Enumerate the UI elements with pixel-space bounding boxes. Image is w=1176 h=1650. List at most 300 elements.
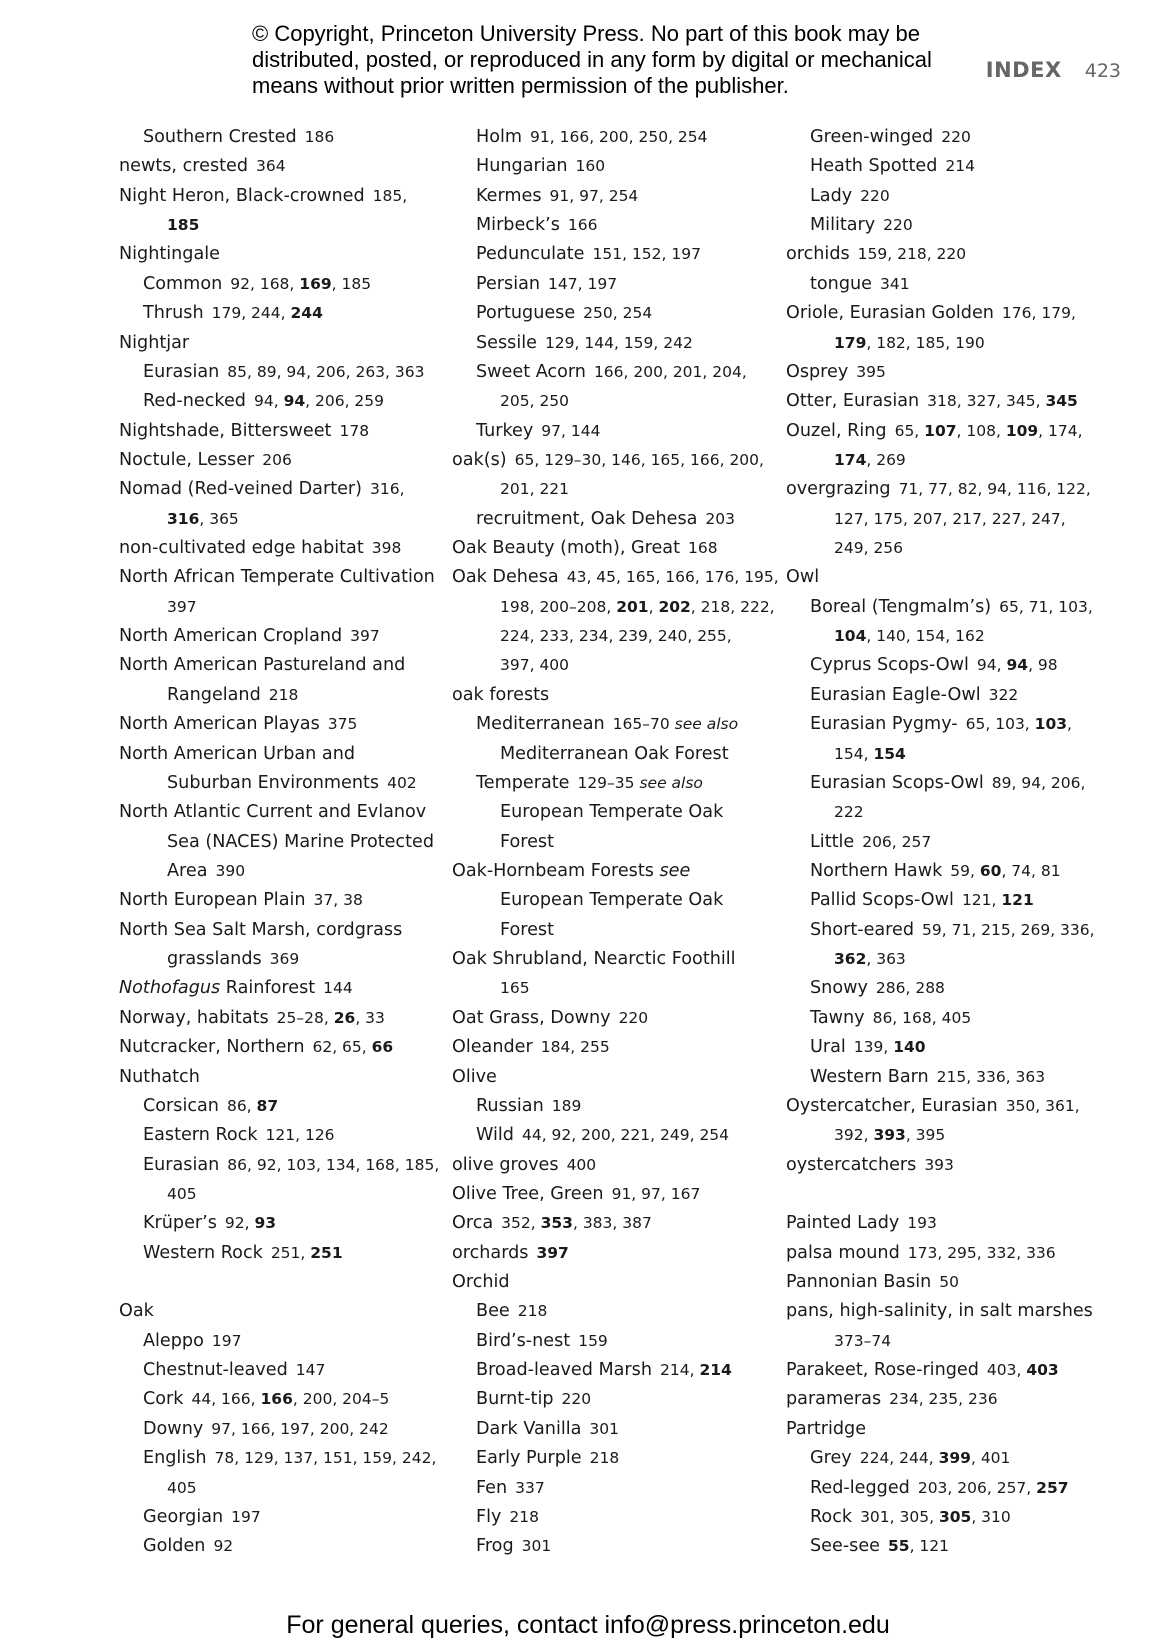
index-entry	[119, 1180, 439, 1209]
index-entry	[452, 1121, 772, 1150]
index-page-refs: 218	[589, 1449, 620, 1468]
index-term: Otter, Eurasian	[786, 391, 920, 412]
index-term: olive groves	[452, 1154, 559, 1175]
index-entry	[452, 798, 772, 827]
index-term: North African Temperate Cultivation	[119, 567, 435, 588]
index-term: tongue	[810, 273, 872, 294]
index-term: Painted Lady	[786, 1213, 900, 1234]
index-entry	[786, 505, 1106, 534]
index-page-refs: 405	[167, 1184, 197, 1203]
index-term: Temperate	[476, 772, 570, 793]
index-page-refs: 234, 235, 236	[889, 1390, 998, 1409]
index-page-refs: 43, 45, 165, 166, 176, 195,	[566, 568, 779, 587]
index-entry	[452, 563, 779, 592]
index-term: Noctule, Lesser	[119, 449, 255, 470]
index-term: Heath Spotted	[810, 156, 938, 177]
index-page-refs: 185	[167, 216, 200, 235]
index-term: Nuthatch	[119, 1066, 200, 1087]
index-entry	[452, 1004, 772, 1033]
index-page-refs: 91, 166, 200, 250, 254	[530, 128, 708, 146]
index-entry	[452, 857, 772, 886]
index-page-refs: 165	[500, 979, 530, 998]
index-entry	[119, 886, 439, 915]
index-entry	[119, 534, 439, 563]
index-entry	[119, 828, 439, 857]
index-page-refs: 362, 363	[834, 950, 906, 969]
index-entry	[452, 1209, 772, 1238]
index-entry	[786, 1063, 1106, 1092]
index-entry	[786, 710, 1106, 739]
index-term: Eurasian	[143, 1154, 220, 1175]
index-entry	[452, 1151, 772, 1180]
index-entry	[119, 240, 439, 269]
index-entry	[786, 1004, 1106, 1033]
page-number: 423	[1084, 60, 1121, 82]
index-entry	[119, 1121, 439, 1150]
index-entry	[452, 240, 772, 269]
index-page-refs: 369	[269, 950, 300, 969]
index-page-refs: 147	[295, 1361, 326, 1380]
index-page-refs: 206, 257	[862, 832, 932, 851]
index-term: Green-winged	[810, 127, 934, 147]
index-entry	[119, 651, 439, 680]
index-entry	[119, 1415, 439, 1444]
index-entry	[119, 1474, 439, 1503]
index-term: Bee	[476, 1301, 510, 1322]
index-entry	[452, 211, 772, 240]
index-page-refs: 92, 93	[224, 1214, 277, 1233]
index-entry	[786, 651, 1106, 680]
index-page-refs: 147, 197	[548, 274, 618, 293]
index-page-refs: 168	[688, 539, 718, 558]
index-entry	[119, 299, 439, 328]
index-term: Partridge	[786, 1418, 867, 1439]
index-term: Nomad (Red-veined Darter)	[119, 479, 363, 500]
index-term: Krüper’s	[143, 1213, 217, 1234]
index-entry	[452, 622, 772, 651]
index-entry	[119, 417, 439, 446]
index-page-refs: 65, 103, 103,	[965, 715, 1072, 734]
index-page-refs: 251, 251	[270, 1243, 343, 1262]
index-page-refs: 65, 71, 103,	[999, 597, 1093, 616]
index-entry	[786, 769, 1106, 798]
index-entry	[786, 475, 1106, 504]
index-entry	[786, 681, 1106, 710]
index-page-refs: 218	[268, 685, 299, 704]
index-entry	[452, 1532, 772, 1561]
index-page-refs: 203	[705, 509, 736, 528]
index-page-refs: 318, 327, 345, 345	[927, 392, 1078, 411]
index-entry	[786, 974, 1106, 1003]
index-entry	[786, 593, 1106, 622]
running-head-label: INDEX	[985, 58, 1062, 82]
index-term: North American Cropland	[119, 626, 343, 647]
index-entry	[786, 1327, 1106, 1356]
index-entry	[452, 1092, 772, 1121]
index-entry	[786, 1180, 1106, 1209]
index-term: parameras	[786, 1389, 882, 1410]
index-entry	[786, 299, 1106, 328]
copyright-notice	[252, 21, 972, 99]
index-term: Common	[143, 273, 223, 294]
index-entry	[786, 886, 1106, 915]
index-page-refs: 121, 121	[961, 891, 1034, 910]
index-term: Hungarian	[476, 156, 568, 177]
index-entry	[119, 563, 439, 592]
index-term: Portuguese	[476, 303, 576, 324]
index-page-refs: 397	[350, 627, 380, 646]
index-entry	[452, 1356, 772, 1385]
index-term: Little	[810, 831, 855, 852]
index-term: pans, high-salinity, in salt marshes	[786, 1301, 1093, 1322]
index-term: Orchid	[452, 1272, 510, 1293]
index-term: Pedunculate	[476, 244, 585, 265]
index-entry	[452, 1033, 772, 1062]
index-term: Kermes	[476, 185, 542, 206]
running-head	[986, 58, 1121, 82]
index-term: North European Plain	[119, 890, 306, 911]
index-entry	[119, 1268, 439, 1297]
index-term: Area	[167, 860, 208, 881]
index-term: palsa mound	[786, 1242, 900, 1263]
index-term: Grey	[810, 1448, 852, 1469]
index-entry	[119, 1385, 439, 1414]
index-entry	[452, 681, 772, 710]
index-term: Oat Grass, Downy	[452, 1007, 611, 1028]
index-page-refs: 301, 305, 305, 310	[860, 1507, 1011, 1526]
index-page-refs: 301	[589, 1419, 619, 1438]
index-entry	[119, 798, 439, 827]
index-page-refs: 397	[536, 1243, 569, 1262]
index-term: Burnt-tip	[476, 1389, 554, 1410]
index-term: Sea (NACES) Marine Protected	[167, 831, 434, 852]
index-entry	[119, 1063, 439, 1092]
index-page-refs: 159, 218, 220	[857, 245, 967, 264]
index-entry	[786, 182, 1106, 211]
index-term: Lady	[810, 185, 853, 206]
index-term: Oak	[119, 1301, 154, 1322]
index-entry	[119, 182, 439, 211]
index-term: Golden	[143, 1536, 206, 1557]
index-page-refs: 127, 175, 207, 217, 227, 247,	[834, 509, 1066, 528]
index-entry	[452, 1385, 772, 1414]
index-entry	[786, 387, 1106, 416]
index-term: Chestnut-leaved	[143, 1360, 288, 1381]
index-page-refs: 400	[566, 1155, 597, 1174]
index-entry	[119, 857, 439, 886]
index-page-refs: 250, 254	[583, 304, 653, 323]
index-entry	[786, 1532, 1106, 1561]
index-term: Thrush	[143, 303, 204, 324]
index-term: Night Heron, Black-crowned	[119, 185, 365, 206]
index-term: Bird’s-nest	[476, 1330, 571, 1351]
index-entry	[786, 857, 1106, 886]
index-page-refs: 220	[860, 186, 890, 205]
index-term: Eurasian Scops-Owl	[810, 772, 984, 793]
index-entry	[452, 1239, 772, 1268]
index-page-refs: 185,	[372, 186, 408, 205]
index-term: Suburban Environments	[167, 772, 380, 793]
index-page-refs: 218	[517, 1302, 548, 1321]
index-entry	[119, 1151, 439, 1180]
index-term: Parakeet, Rose-ringed	[786, 1360, 979, 1381]
index-entry	[452, 740, 772, 769]
index-page-refs: 341	[879, 274, 910, 293]
index-entry	[119, 740, 439, 769]
index-term: Southern Crested	[143, 127, 297, 147]
index-page-refs: 44, 166, 166, 200, 204–5	[191, 1390, 390, 1409]
index-page-refs: 104, 140, 154, 162	[834, 627, 985, 646]
index-term: Rock	[810, 1506, 853, 1527]
index-entry	[119, 593, 439, 622]
index-page-refs: 222	[834, 803, 864, 822]
index-term: grasslands	[167, 949, 262, 970]
index-page-refs: 201, 221	[500, 480, 570, 499]
index-term: Oriole, Eurasian Golden	[786, 303, 994, 324]
index-entry	[786, 945, 1106, 974]
index-page-refs: 94, 94, 206, 259	[253, 392, 385, 411]
index-entry	[786, 211, 1106, 240]
index-page-refs: 144	[323, 979, 353, 998]
index-term: Russian	[476, 1095, 544, 1116]
index-term: Oak Shrubland, Nearctic Foothill	[452, 949, 736, 970]
index-page-refs: 373–74	[834, 1331, 892, 1350]
index-entry	[452, 1180, 772, 1209]
index-term: Corsican	[143, 1095, 219, 1116]
index-page-refs: 198, 200–208, 201, 202, 218, 222,	[500, 597, 775, 616]
index-page-refs: 214	[945, 157, 975, 176]
index-page-refs: 129, 144, 159, 242	[544, 333, 693, 352]
index-page-refs: 50	[939, 1273, 960, 1292]
index-entry	[786, 828, 1106, 857]
index-page-refs: 97, 144	[541, 421, 601, 440]
index-page-refs: 159	[578, 1331, 608, 1350]
index-term: Olive	[452, 1066, 497, 1087]
index-entry	[786, 1239, 1106, 1268]
index-entry	[119, 446, 439, 475]
index-page-refs: 220	[618, 1008, 649, 1027]
index-term: Dark Vanilla	[476, 1418, 582, 1439]
index-term: North American Pastureland and	[119, 655, 406, 676]
index-entry	[786, 240, 1106, 269]
index-entry	[119, 1209, 439, 1238]
index-page-refs: 316, 365	[167, 509, 239, 528]
index-entry	[786, 1033, 1106, 1062]
index-entry	[119, 622, 439, 651]
index-entry	[119, 505, 439, 534]
index-entry	[119, 387, 439, 416]
index-page-refs: 94, 94, 98	[976, 656, 1058, 675]
index-term: Red-necked	[143, 391, 246, 412]
index-entry	[452, 886, 772, 915]
index-entry	[786, 1092, 1106, 1121]
index-term: Early Purple	[476, 1448, 582, 1469]
index-entry	[452, 534, 772, 563]
index-page-refs: 65, 129–30, 146, 165, 166, 200,	[514, 450, 764, 469]
index-page-refs: 218	[509, 1507, 540, 1526]
index-term: Aleppo	[143, 1330, 204, 1351]
index-term: overgrazing	[786, 479, 891, 500]
index-term: Orca	[452, 1213, 494, 1234]
index-entry	[452, 1503, 772, 1532]
index-term: Short-eared	[810, 919, 915, 940]
index-term: Fly	[476, 1506, 502, 1527]
index-entry	[119, 358, 439, 387]
index-page-refs: 214, 214	[659, 1361, 732, 1380]
index-term: European Temperate Oak	[500, 890, 724, 911]
index-page-refs: 59, 71, 215, 269, 336,	[922, 920, 1095, 939]
index-page-refs: 129–35 see also	[577, 773, 703, 792]
index-page-refs: 286, 288	[875, 979, 945, 998]
index-page-refs: 166, 200, 201, 204,	[593, 362, 747, 381]
index-term: Oleander	[452, 1037, 533, 1058]
index-page-refs: 337	[515, 1478, 545, 1497]
index-entry	[452, 417, 772, 446]
index-term: North American Playas	[119, 714, 320, 735]
index-page-refs: 224, 233, 234, 239, 240, 255,	[500, 627, 732, 646]
index-page-refs: 154, 154	[834, 744, 906, 763]
index-page-refs: 403, 403	[986, 1361, 1059, 1380]
index-term: Oak Beauty (moth), Great	[452, 538, 680, 559]
index-entry	[119, 769, 439, 798]
index-page-refs: 397, 400	[500, 656, 570, 675]
index-entry	[452, 945, 772, 974]
index-entry	[119, 1004, 439, 1033]
index-column-2	[452, 123, 779, 1562]
index-page-refs: 91, 97, 254	[549, 186, 639, 205]
index-term: Northern Hawk	[810, 860, 943, 881]
index-entry	[119, 974, 439, 1003]
index-page-refs: 352, 353, 383, 387	[501, 1214, 652, 1233]
index-page-refs: 350, 361,	[1005, 1096, 1080, 1115]
index-entry	[119, 681, 439, 710]
index-entry	[452, 1327, 772, 1356]
index-page-refs: 178	[339, 421, 370, 440]
index-page-refs: 151, 152, 197	[592, 245, 701, 264]
index-page-refs: 220	[883, 216, 913, 235]
index-page-refs: 205, 250	[500, 392, 570, 411]
index-entry	[786, 446, 1106, 475]
index-entry	[786, 1151, 1106, 1180]
index-page-refs: 71, 77, 82, 94, 116, 122,	[898, 480, 1091, 499]
index-page-refs: 97, 166, 197, 200, 242	[211, 1419, 389, 1438]
index-term: recruitment, Oak Dehesa	[476, 508, 698, 529]
index-term: Norway, habitats	[119, 1007, 269, 1028]
index-term: Oystercatcher, Eurasian	[786, 1095, 998, 1116]
index-entry	[786, 1444, 1106, 1473]
index-term: Ouzel, Ring	[786, 420, 887, 441]
index-term: Downy	[143, 1418, 204, 1439]
index-page-refs: 322	[988, 685, 1019, 704]
index-entry	[452, 299, 772, 328]
index-entry	[452, 828, 772, 857]
index-page-refs: 402	[387, 773, 417, 792]
index-entry	[786, 270, 1106, 299]
copyright-line: distributed, posted, or reproduced in any form by digital or mechanical	[252, 47, 932, 72]
index-entry	[786, 916, 1106, 945]
index-entry	[119, 1444, 439, 1473]
index-term: Western Barn	[810, 1066, 929, 1087]
index-entry	[452, 916, 772, 945]
index-page-refs: 186	[304, 128, 335, 146]
index-entry	[119, 475, 439, 504]
index-entry	[452, 152, 772, 181]
index-column-3	[786, 123, 1106, 1562]
index-term: Eurasian Pygmy-	[810, 714, 958, 735]
index-term: Fen	[476, 1477, 508, 1498]
index-term: Western Rock	[143, 1242, 263, 1263]
index-page-refs: 364	[256, 157, 286, 176]
index-entry	[119, 123, 439, 152]
index-entry	[786, 417, 1106, 446]
index-entry	[119, 211, 439, 240]
index-term: Nightjar	[119, 332, 190, 353]
index-page-refs: 249, 256	[834, 539, 904, 558]
index-term: Frog	[476, 1536, 514, 1557]
index-term: Eurasian Eagle-Owl	[810, 684, 981, 705]
index-page-refs: 44, 92, 200, 221, 249, 254	[521, 1126, 730, 1145]
index-entry	[119, 1532, 439, 1561]
index-page-refs: 392, 393, 395	[834, 1126, 946, 1145]
index-page-refs: 37, 38	[313, 891, 363, 910]
index-entry	[452, 710, 772, 739]
index-entry	[119, 945, 439, 974]
index-page-refs: 316,	[370, 480, 405, 499]
index-term: Mediterranean	[476, 714, 605, 735]
index-page-refs: 85, 89, 94, 206, 263, 363	[227, 362, 425, 381]
index-page-refs: 176, 179,	[1001, 304, 1076, 323]
index-page-refs: 25–28, 26, 33	[276, 1008, 385, 1027]
index-term: North Atlantic Current and Evlanov	[119, 802, 427, 823]
index-entry	[119, 1033, 439, 1062]
index-page-refs: 395	[856, 362, 886, 381]
index-entry	[786, 1268, 1106, 1297]
index-term: oak(s)	[452, 449, 507, 470]
index-term: non-cultivated edge habitat	[119, 538, 364, 559]
index-entry	[452, 1268, 772, 1297]
index-entry	[452, 387, 772, 416]
index-entry	[786, 1415, 1106, 1444]
index-page-refs: 375	[327, 715, 358, 734]
index-page-refs: 86, 168, 405	[872, 1008, 972, 1027]
index-entry	[786, 329, 1106, 358]
index-term: Pallid Scops-Owl	[810, 890, 954, 911]
index-term: Military	[810, 215, 876, 236]
index-entry	[786, 1385, 1106, 1414]
index-page-refs: 301	[521, 1537, 552, 1556]
index-page-refs: 173, 295, 332, 336	[907, 1243, 1056, 1262]
index-entry	[786, 1474, 1106, 1503]
index-entry	[452, 769, 772, 798]
index-page-refs: 166	[567, 216, 598, 235]
index-entry	[452, 593, 775, 622]
index-page-refs: 59, 60, 74, 81	[950, 861, 1061, 880]
index-page-refs: 220	[941, 128, 971, 146]
index-term: Forest	[500, 919, 554, 940]
index-page-refs: 179, 182, 185, 190	[834, 333, 985, 352]
index-column-1	[119, 123, 439, 1562]
index-term: English	[143, 1448, 207, 1469]
index-entry	[786, 622, 1106, 651]
index-term: Nutcracker, Northern	[119, 1037, 305, 1058]
index-term: Georgian	[143, 1506, 224, 1527]
index-page-refs: 86, 87	[226, 1096, 279, 1115]
index-entry	[786, 798, 1106, 827]
index-entry	[452, 446, 772, 475]
index-entry	[452, 1063, 772, 1092]
index-term: North American Urban and	[119, 743, 356, 764]
index-page-refs: 224, 244, 399, 401	[859, 1449, 1011, 1468]
